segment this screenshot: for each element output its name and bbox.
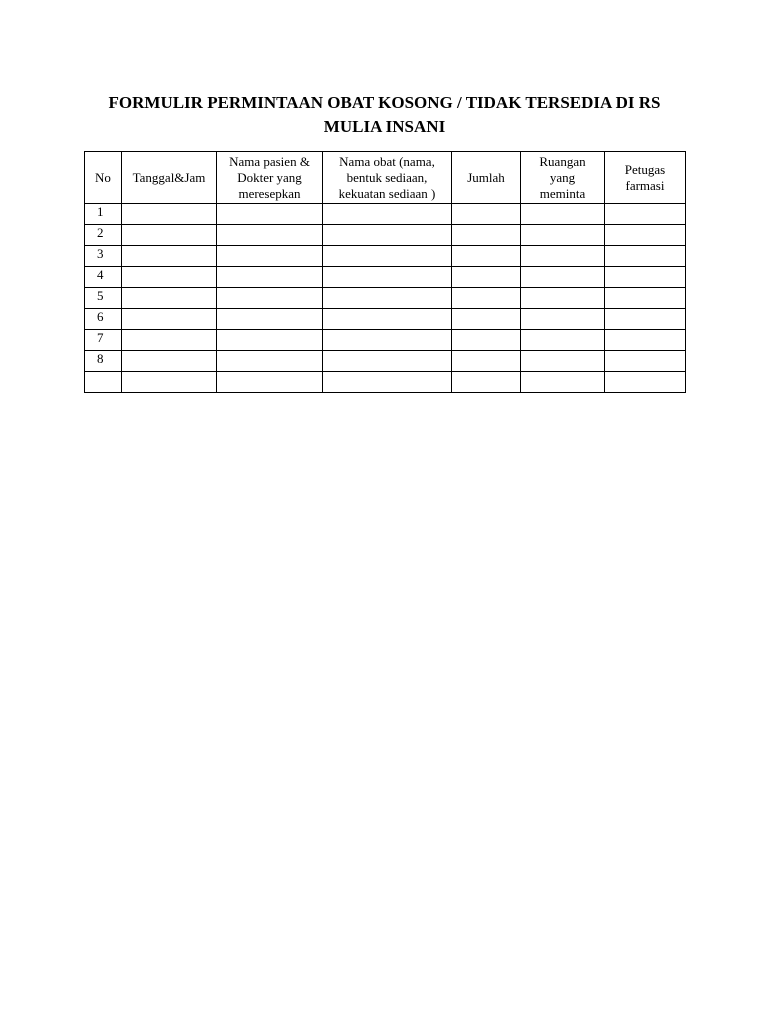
table-cell	[122, 330, 217, 351]
table-cell	[452, 267, 521, 288]
table-cell	[605, 204, 686, 225]
table-cell	[452, 309, 521, 330]
table-cell	[452, 288, 521, 309]
table-cell	[521, 246, 605, 267]
row-number-cell: 8	[85, 351, 122, 372]
page-title: FORMULIR PERMINTAAN OBAT KOSONG / TIDAK TERSEDIA DI RS MULIA INSANI	[108, 93, 661, 136]
table-cell	[217, 288, 323, 309]
table-cell	[217, 204, 323, 225]
table-cell	[122, 204, 217, 225]
header-nama-obat: Nama obat (nama, bentuk sediaan, kekuatan sediaan )	[323, 152, 452, 204]
table-body	[85, 204, 686, 393]
table-cell	[217, 330, 323, 351]
table-cell	[605, 288, 686, 309]
header-petugas-farmasi: Petugas farmasi	[605, 152, 686, 204]
table-row	[85, 204, 686, 225]
header-no: No	[85, 152, 122, 204]
table-cell	[122, 372, 217, 393]
table-cell	[521, 204, 605, 225]
table-cell	[217, 309, 323, 330]
table-row	[85, 351, 686, 372]
table-cell	[323, 330, 452, 351]
table-cell	[323, 225, 452, 246]
header-ruangan: Ruangan yang meminta	[521, 152, 605, 204]
table-cell	[122, 267, 217, 288]
table-cell	[122, 309, 217, 330]
table-cell	[122, 288, 217, 309]
table-cell	[323, 309, 452, 330]
table-cell	[452, 330, 521, 351]
table-cell	[323, 372, 452, 393]
table-cell	[605, 330, 686, 351]
row-number-cell: 7	[85, 330, 122, 351]
request-form-table	[84, 151, 686, 393]
table-cell	[452, 351, 521, 372]
table-row	[85, 288, 686, 309]
table-cell	[605, 351, 686, 372]
row-number-cell: 5	[85, 288, 122, 309]
header-nama-pasien-dokter: Nama pasien & Dokter yang meresepkan	[217, 152, 323, 204]
table-cell	[452, 204, 521, 225]
table-row	[85, 309, 686, 330]
table-row	[85, 372, 686, 393]
table-cell	[452, 225, 521, 246]
table-header-row	[85, 152, 686, 204]
table-cell	[217, 351, 323, 372]
table-cell	[521, 267, 605, 288]
table-cell	[323, 351, 452, 372]
row-number-cell: 4	[85, 267, 122, 288]
table-cell	[122, 225, 217, 246]
table-cell	[122, 246, 217, 267]
header-tanggal-jam: Tanggal&Jam	[122, 152, 217, 204]
table-cell	[217, 267, 323, 288]
table-cell	[605, 267, 686, 288]
row-number-cell: 6	[85, 309, 122, 330]
row-number-cell	[85, 372, 122, 393]
table-cell	[323, 288, 452, 309]
table-cell	[452, 246, 521, 267]
table-cell	[217, 225, 323, 246]
table-row	[85, 225, 686, 246]
table-cell	[521, 288, 605, 309]
table-cell	[452, 372, 521, 393]
header-jumlah: Jumlah	[452, 152, 521, 204]
table-cell	[521, 309, 605, 330]
table-cell	[605, 372, 686, 393]
table-cell	[323, 246, 452, 267]
table-cell	[217, 372, 323, 393]
table-cell	[605, 309, 686, 330]
table-cell	[521, 225, 605, 246]
table-cell	[521, 372, 605, 393]
table-cell	[521, 330, 605, 351]
row-number-cell: 2	[85, 225, 122, 246]
row-number-cell: 1	[85, 204, 122, 225]
table-cell	[323, 267, 452, 288]
table-cell	[217, 246, 323, 267]
row-number-cell: 3	[85, 246, 122, 267]
table-row	[85, 267, 686, 288]
table-cell	[521, 351, 605, 372]
table-row	[85, 330, 686, 351]
table-cell	[605, 225, 686, 246]
table-row	[85, 246, 686, 267]
table-cell	[323, 204, 452, 225]
table-cell	[122, 351, 217, 372]
table-cell	[605, 246, 686, 267]
